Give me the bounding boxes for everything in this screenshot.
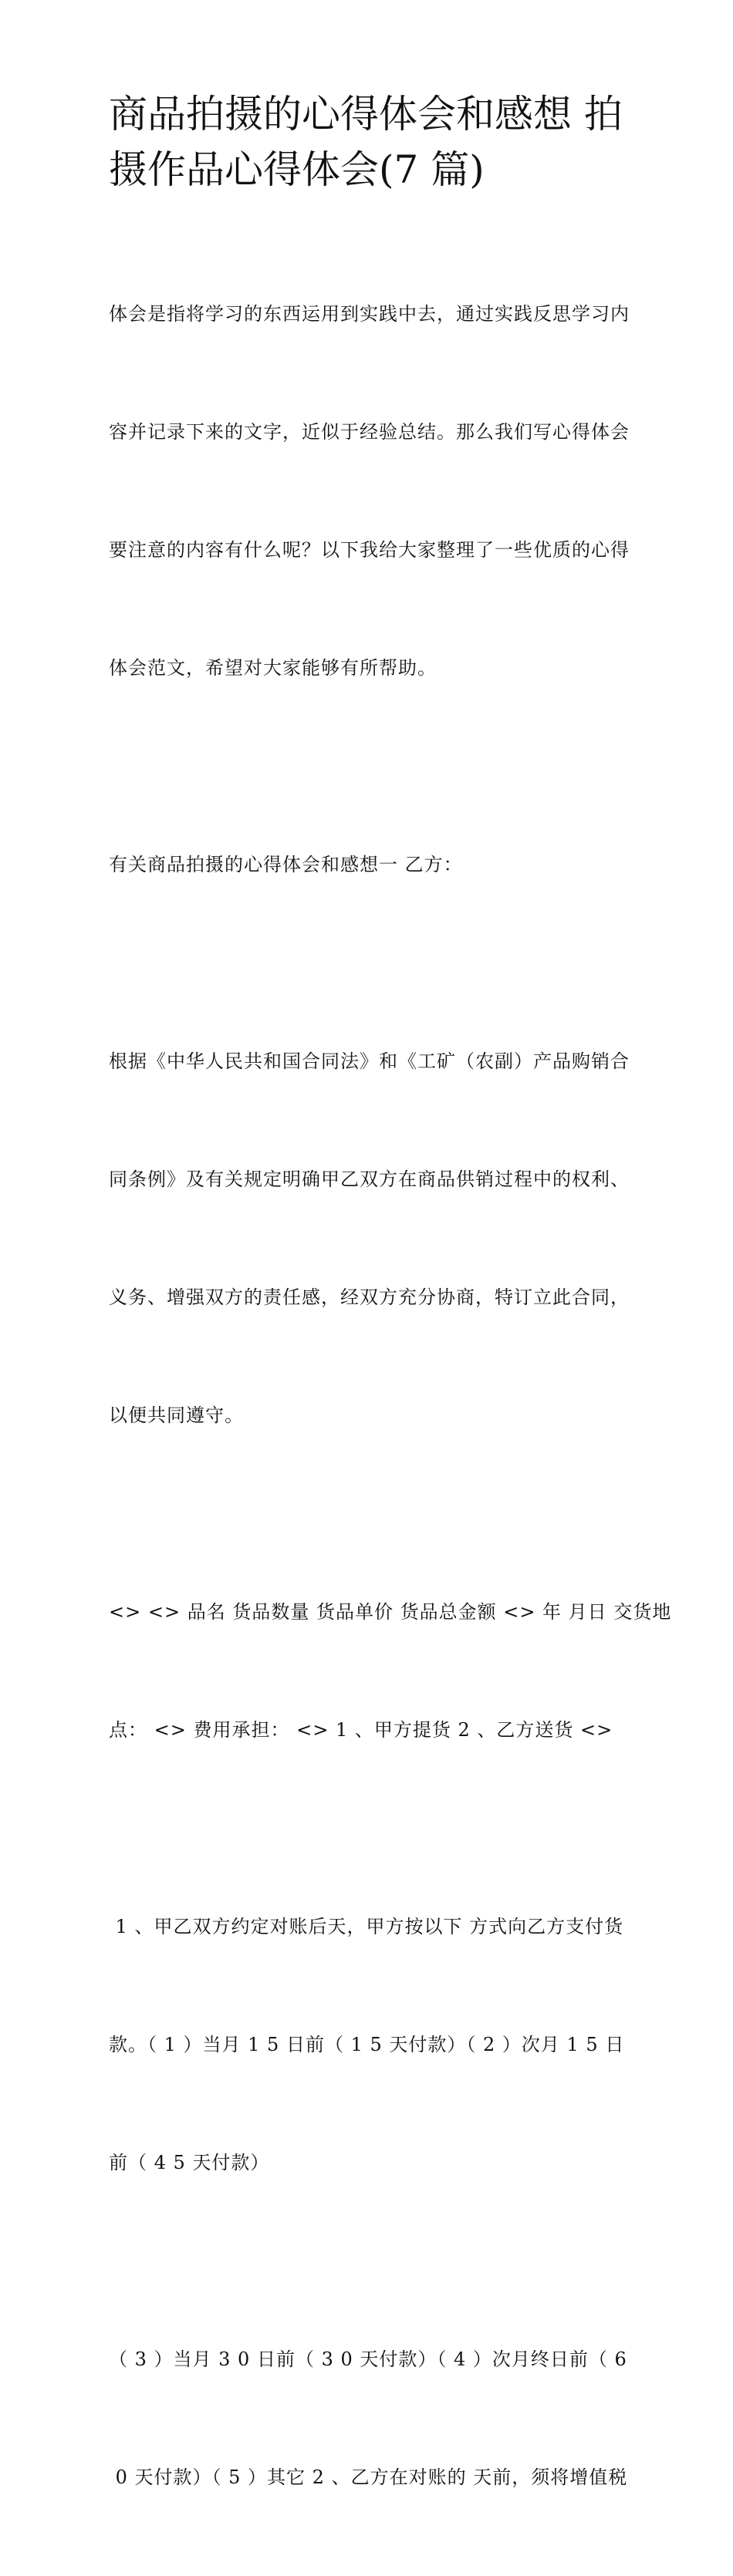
text-line: 体会范文，希望对大家能够有所帮助。 (109, 657, 437, 679)
text-line: 容并记录下来的文字，近似于经验总结。那么我们写心得体会 (109, 421, 630, 443)
document-body (109, 216, 672, 2576)
text-line: 同条例》及有关规定明确甲乙双方在商品供销过程中的权利、 (109, 1168, 630, 1190)
text-line: 以便共同遵守。 (109, 1404, 244, 1426)
title-line-1: 商品拍摄的心得体会和感想 拍 (109, 92, 623, 137)
text-line: 根据《中华人民共和国合同法》和《工矿（农副）产品购销合 (109, 1050, 630, 1072)
goods-terms-paragraph (109, 1514, 672, 1829)
text-line: 点： <> 费用承担： <> 1 、甲方提货 2 、乙方送货 <> (109, 1719, 613, 1741)
text-line: 1 、甲乙双方约定对账后天，甲方按以下 方式向乙方支付货 (109, 1916, 624, 1937)
text-line: （ 3 ）当月 3 0 日前（ 3 0 天付款）（ 4 ）次月终日前（ 6 (109, 2348, 627, 2370)
text-line: 要注意的内容有什么呢？以下我给大家整理了一些优质的心得 (109, 539, 630, 561)
text-line: 体会是指将学习的东西运用到实践中去，通过实践反思学习内 (109, 303, 630, 325)
title-line-2: 摄作品心得体会(7 篇) (109, 147, 485, 192)
text-line: 款。（ 1 ）当月 1 5 日前（ 1 5 天付款）（ 2 ）次月 1 5 日 (109, 2034, 625, 2055)
document-title (109, 86, 633, 197)
section-heading-paragraph (109, 767, 627, 963)
text-line: <> <> 品名 货品数量 货品单价 货品总金额 <> 年 月日 交货地 (109, 1601, 672, 1623)
text-line: 0 天付款）（ 5 ）其它 2 、乙方在对账的 天前，须将增值税 (109, 2466, 628, 2488)
intro-paragraph (109, 216, 630, 767)
payment-options-paragraph (109, 2261, 627, 2576)
text-line: 有关商品拍摄的心得体会和感想一 乙方： (109, 854, 463, 875)
text-line: 义务、增强双方的责任感，经双方充分协商，特订立此合同， (109, 1286, 630, 1308)
text-line: 前（ 4 5 天付款） (109, 2152, 270, 2173)
contract-basis-paragraph (109, 963, 630, 1514)
payment-terms-paragraph (109, 1829, 627, 2261)
